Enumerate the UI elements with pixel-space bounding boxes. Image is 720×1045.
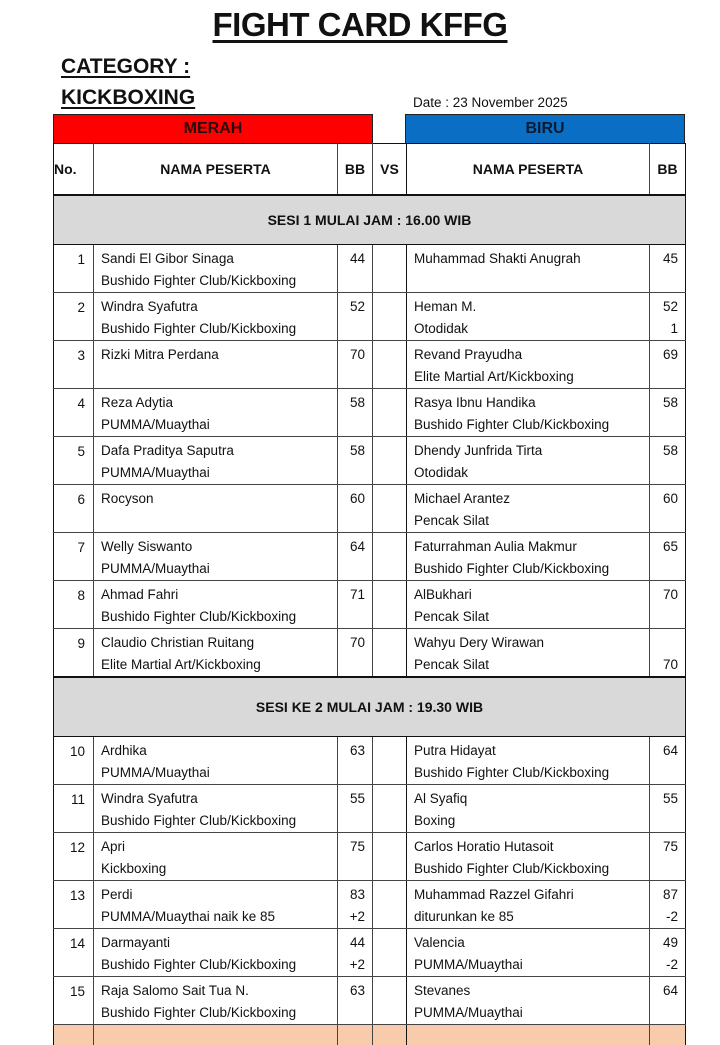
event-date: Date : 23 November 2025 <box>413 95 568 110</box>
vs-cell <box>373 785 407 833</box>
red-fighter <box>94 737 338 785</box>
blue-weight-adjust <box>650 810 678 832</box>
red-fighter <box>94 881 338 929</box>
fight-row <box>54 629 686 678</box>
session-title: SESI 1 MULAI JAM : 16.00 WIB <box>54 195 686 245</box>
blue-weight-value: 64 <box>650 740 678 762</box>
blue-weight <box>650 737 686 785</box>
red-weight-adjust <box>338 558 365 580</box>
red-weight <box>338 245 373 293</box>
blue-weight-adjust: 70 <box>650 654 678 676</box>
red-fighter-name: Darmayanti <box>101 932 337 954</box>
red-weight-adjust: +2 <box>338 954 365 976</box>
red-fighter-club: Bushido Fighter Club/Kickboxing <box>101 810 337 832</box>
red-fighter-name: Apri <box>101 836 337 858</box>
red-fighter-club: PUMMA/Muaythai <box>101 462 337 484</box>
empty-cell <box>407 1025 650 1045</box>
fight-number <box>54 929 94 977</box>
blue-fighter <box>407 293 650 341</box>
red-fighter <box>94 437 338 485</box>
fight-number <box>54 581 94 629</box>
fight-number <box>54 533 94 581</box>
fight-number <box>54 341 94 389</box>
red-fighter-club: Bushido Fighter Club/Kickboxing <box>101 270 337 292</box>
blue-weight <box>650 977 686 1025</box>
vs-cell <box>373 341 407 389</box>
fight-number <box>54 737 94 785</box>
blue-weight-adjust <box>650 762 678 784</box>
red-fighter-club: Bushido Fighter Club/Kickboxing <box>101 1002 337 1024</box>
blue-weight-value: 75 <box>650 836 678 858</box>
session-header-row <box>54 195 686 245</box>
fight-number <box>54 485 94 533</box>
blue-weight-adjust: -2 <box>650 954 678 976</box>
team-red-header: MERAH <box>53 114 373 144</box>
blue-weight-adjust <box>650 1002 678 1024</box>
blue-weight-value: 55 <box>650 788 678 810</box>
blue-fighter <box>407 881 650 929</box>
blue-fighter-name: Stevanes <box>414 980 649 1002</box>
blue-fighter-name: Revand Prayudha <box>414 344 649 366</box>
team-blue-header: BIRU <box>405 114 685 144</box>
red-fighter <box>94 833 338 881</box>
blue-weight <box>650 929 686 977</box>
category-label: CATEGORY : <box>61 55 190 79</box>
red-weight-adjust <box>338 762 365 784</box>
blue-fighter-name: Heman M. <box>414 296 649 318</box>
red-fighter <box>94 581 338 629</box>
col-no: No. <box>54 144 94 196</box>
red-fighter-club <box>101 510 337 532</box>
vs-cell <box>373 485 407 533</box>
blue-weight <box>650 581 686 629</box>
blue-weight-adjust <box>650 414 678 436</box>
red-weight-adjust <box>338 810 365 832</box>
blue-weight <box>650 341 686 389</box>
vs-cell <box>373 629 407 678</box>
fight-row <box>54 341 686 389</box>
vs-cell <box>373 389 407 437</box>
blue-weight-value: 69 <box>650 344 678 366</box>
blue-fighter <box>407 581 650 629</box>
blue-fighter-name: Valencia <box>414 932 649 954</box>
blue-fighter-club: Pencak Silat <box>414 654 649 676</box>
fight-number-text: 7 <box>54 537 85 559</box>
blue-fighter-name: Putra Hidayat <box>414 740 649 762</box>
red-weight-value: 60 <box>338 488 365 510</box>
blue-weight-adjust <box>650 270 678 292</box>
red-fighter-name: Welly Siswanto <box>101 536 337 558</box>
blue-fighter <box>407 437 650 485</box>
red-weight-adjust <box>338 1002 365 1024</box>
fight-number-text: 3 <box>54 345 85 367</box>
red-weight-value: 63 <box>338 980 365 1002</box>
blue-weight-value: 65 <box>650 536 678 558</box>
red-weight <box>338 581 373 629</box>
session-header-row <box>54 677 686 737</box>
red-fighter-club: PUMMA/Muaythai naik ke 85 <box>101 906 337 928</box>
red-weight-value: 70 <box>338 344 365 366</box>
red-weight-adjust <box>338 414 365 436</box>
red-weight <box>338 437 373 485</box>
blue-fighter <box>407 341 650 389</box>
red-fighter-name: Perdi <box>101 884 337 906</box>
col-vs: VS <box>373 144 407 196</box>
blue-weight-adjust <box>650 558 678 580</box>
red-weight-adjust <box>338 654 365 676</box>
blue-fighter <box>407 389 650 437</box>
red-weight <box>338 341 373 389</box>
blue-weight <box>650 485 686 533</box>
red-weight-value: 70 <box>338 632 365 654</box>
fight-row <box>54 485 686 533</box>
blue-fighter-club: PUMMA/Muaythai <box>414 954 649 976</box>
red-weight <box>338 389 373 437</box>
col-red-name: NAMA PESERTA <box>94 144 338 196</box>
blue-fighter-club <box>414 270 649 292</box>
blue-weight-adjust: -2 <box>650 906 678 928</box>
red-weight-value: 52 <box>338 296 365 318</box>
fight-row <box>54 437 686 485</box>
red-weight-value: 64 <box>338 536 365 558</box>
col-red-bb: BB <box>338 144 373 196</box>
red-weight-adjust: +2 <box>338 906 365 928</box>
red-weight <box>338 785 373 833</box>
red-weight <box>338 929 373 977</box>
fight-number-text: 9 <box>54 633 85 655</box>
vs-cell <box>373 881 407 929</box>
blue-weight <box>650 785 686 833</box>
blue-fighter-name: Faturrahman Aulia Makmur <box>414 536 649 558</box>
red-fighter-club: PUMMA/Muaythai <box>101 558 337 580</box>
red-fighter <box>94 533 338 581</box>
red-fighter-name: Reza Adytia <box>101 392 337 414</box>
blue-fighter-name: Rasya Ibnu Handika <box>414 392 649 414</box>
blue-fighter-club: Pencak Silat <box>414 510 649 532</box>
vs-cell <box>373 737 407 785</box>
blue-fighter <box>407 245 650 293</box>
red-weight <box>338 485 373 533</box>
vs-cell <box>373 245 407 293</box>
fight-card-table <box>53 143 686 1045</box>
vs-cell <box>373 833 407 881</box>
vs-cell <box>373 977 407 1025</box>
blue-weight-value: 70 <box>650 584 678 606</box>
blue-weight <box>650 437 686 485</box>
red-fighter <box>94 293 338 341</box>
blue-fighter <box>407 737 650 785</box>
red-fighter-name: Windra Syafutra <box>101 296 337 318</box>
blue-fighter-name: AlBukhari <box>414 584 649 606</box>
fight-number <box>54 833 94 881</box>
fight-row <box>54 245 686 293</box>
fight-row <box>54 929 686 977</box>
blue-weight-adjust: 1 <box>650 318 678 340</box>
blue-fighter <box>407 629 650 678</box>
fight-row <box>54 833 686 881</box>
blue-fighter-club: Bushido Fighter Club/Kickboxing <box>414 558 649 580</box>
fight-number-text: 10 <box>54 741 85 763</box>
blue-weight <box>650 533 686 581</box>
red-weight <box>338 293 373 341</box>
red-fighter-club <box>101 366 337 388</box>
blue-weight-adjust <box>650 366 678 388</box>
blue-fighter-club: Otodidak <box>414 462 649 484</box>
blue-weight-adjust <box>650 858 678 880</box>
red-fighter <box>94 245 338 293</box>
red-weight-value: 44 <box>338 248 365 270</box>
fight-number-text: 13 <box>54 885 85 907</box>
red-fighter <box>94 977 338 1025</box>
blue-fighter-club: Otodidak <box>414 318 649 340</box>
blue-weight-value: 52 <box>650 296 678 318</box>
fight-row <box>54 977 686 1025</box>
fight-number-text: 14 <box>54 933 85 955</box>
blue-weight-value: 87 <box>650 884 678 906</box>
fight-number <box>54 245 94 293</box>
blue-fighter-name: Carlos Horatio Hutasoit <box>414 836 649 858</box>
blue-weight-adjust <box>650 606 678 628</box>
blue-weight-value: 58 <box>650 440 678 462</box>
red-fighter-name: Rocyson <box>101 488 337 510</box>
red-fighter <box>94 629 338 678</box>
fight-number-text: 4 <box>54 393 85 415</box>
red-fighter <box>94 929 338 977</box>
red-fighter-club: Kickboxing <box>101 858 337 880</box>
blue-fighter-club: Bushido Fighter Club/Kickboxing <box>414 858 649 880</box>
red-weight-value: 58 <box>338 392 365 414</box>
blue-fighter-name: Wahyu Dery Wirawan <box>414 632 649 654</box>
red-fighter-name: Dafa Praditya Saputra <box>101 440 337 462</box>
red-fighter <box>94 485 338 533</box>
blue-fighter-name: Muhammad Razzel Gifahri <box>414 884 649 906</box>
fight-number-text: 6 <box>54 489 85 511</box>
fight-number-text: 2 <box>54 297 85 319</box>
column-header-row <box>54 144 686 196</box>
red-weight-value: 58 <box>338 440 365 462</box>
blue-weight-value: 60 <box>650 488 678 510</box>
empty-cell <box>94 1025 338 1045</box>
blue-fighter-club: Bushido Fighter Club/Kickboxing <box>414 414 649 436</box>
fight-number <box>54 785 94 833</box>
red-weight-adjust <box>338 462 365 484</box>
red-weight-adjust <box>338 510 365 532</box>
session-title: SESI KE 2 MULAI JAM : 19.30 WIB <box>54 677 686 737</box>
red-weight <box>338 881 373 929</box>
fight-number <box>54 881 94 929</box>
fight-number <box>54 977 94 1025</box>
red-weight <box>338 833 373 881</box>
blue-fighter <box>407 785 650 833</box>
vs-cell <box>373 533 407 581</box>
fight-row <box>54 881 686 929</box>
empty-cell <box>338 1025 373 1045</box>
red-fighter-club: PUMMA/Muaythai <box>101 762 337 784</box>
empty-cell <box>373 1025 407 1045</box>
blue-fighter <box>407 533 650 581</box>
red-fighter-name: Ahmad Fahri <box>101 584 337 606</box>
blue-weight-value: 64 <box>650 980 678 1002</box>
blue-fighter <box>407 485 650 533</box>
fight-row <box>54 737 686 785</box>
empty-cell <box>54 1025 94 1045</box>
fight-number-text: 12 <box>54 837 85 859</box>
col-blue-name: NAMA PESERTA <box>407 144 650 196</box>
blue-weight-adjust <box>650 462 678 484</box>
fight-number-text: 8 <box>54 585 85 607</box>
red-weight-adjust <box>338 366 365 388</box>
red-weight-value: 63 <box>338 740 365 762</box>
red-fighter-name: Ardhika <box>101 740 337 762</box>
red-fighter-name: Claudio Christian Ruitang <box>101 632 337 654</box>
blue-fighter <box>407 977 650 1025</box>
red-fighter <box>94 341 338 389</box>
red-weight <box>338 629 373 678</box>
blue-fighter-club: PUMMA/Muaythai <box>414 1002 649 1024</box>
blue-weight-value <box>650 632 678 654</box>
fight-row <box>54 533 686 581</box>
fight-number <box>54 437 94 485</box>
fight-row <box>54 581 686 629</box>
red-fighter-name: Sandi El Gibor Sinaga <box>101 248 337 270</box>
red-fighter-club: Bushido Fighter Club/Kickboxing <box>101 318 337 340</box>
blue-fighter-name: Michael Arantez <box>414 488 649 510</box>
fight-row <box>54 293 686 341</box>
blue-fighter <box>407 833 650 881</box>
red-weight-adjust <box>338 858 365 880</box>
fight-number-text: 15 <box>54 981 85 1003</box>
fight-number-text: 5 <box>54 441 85 463</box>
red-fighter-club: PUMMA/Muaythai <box>101 414 337 436</box>
fight-number <box>54 293 94 341</box>
red-fighter-club: Bushido Fighter Club/Kickboxing <box>101 606 337 628</box>
fight-number <box>54 389 94 437</box>
red-fighter-name: Windra Syafutra <box>101 788 337 810</box>
blue-weight-adjust <box>650 510 678 532</box>
vs-cell <box>373 581 407 629</box>
red-fighter-club: Elite Martial Art/Kickboxing <box>101 654 337 676</box>
fight-number-text: 11 <box>54 789 85 811</box>
blue-fighter-club: Bushido Fighter Club/Kickboxing <box>414 762 649 784</box>
blue-fighter-name: Muhammad Shakti Anugrah <box>414 248 649 270</box>
blue-weight <box>650 629 686 678</box>
red-weight-value: 75 <box>338 836 365 858</box>
blue-weight <box>650 881 686 929</box>
red-weight-adjust <box>338 318 365 340</box>
blue-weight <box>650 389 686 437</box>
red-fighter-name: Raja Salomo Sait Tua N. <box>101 980 337 1002</box>
red-weight-adjust <box>338 606 365 628</box>
red-fighter <box>94 389 338 437</box>
blue-weight-value: 58 <box>650 392 678 414</box>
blue-weight <box>650 833 686 881</box>
blue-weight-value: 45 <box>650 248 678 270</box>
fight-row <box>54 785 686 833</box>
col-blue-bb: BB <box>650 144 686 196</box>
red-fighter-name: Rizki Mitra Perdana <box>101 344 337 366</box>
category-value: KICKBOXING <box>61 86 195 110</box>
blue-fighter <box>407 929 650 977</box>
blue-fighter-name: Al Syafiq <box>414 788 649 810</box>
red-weight-value: 44 <box>338 932 365 954</box>
vs-cell <box>373 437 407 485</box>
red-weight-value: 71 <box>338 584 365 606</box>
red-fighter <box>94 785 338 833</box>
fight-number <box>54 629 94 678</box>
red-weight <box>338 533 373 581</box>
red-weight-value: 83 <box>338 884 365 906</box>
blue-fighter-name: Dhendy Junfrida Tirta <box>414 440 649 462</box>
blue-fighter-club: Elite Martial Art/Kickboxing <box>414 366 649 388</box>
document-title <box>0 6 720 44</box>
vs-cell <box>373 293 407 341</box>
document-title-text: FIGHT CARD KFFG <box>213 6 508 43</box>
blue-weight <box>650 245 686 293</box>
empty-cell <box>650 1025 686 1045</box>
empty-highlight-row <box>54 1025 686 1045</box>
fight-row <box>54 389 686 437</box>
blue-weight <box>650 293 686 341</box>
vs-cell <box>373 929 407 977</box>
red-weight-adjust <box>338 270 365 292</box>
red-fighter-club: Bushido Fighter Club/Kickboxing <box>101 954 337 976</box>
blue-weight-value: 49 <box>650 932 678 954</box>
fight-number-text: 1 <box>54 249 85 271</box>
red-weight <box>338 737 373 785</box>
red-weight <box>338 977 373 1025</box>
blue-fighter-club: diturunkan ke 85 <box>414 906 649 928</box>
blue-fighter-club: Boxing <box>414 810 649 832</box>
blue-fighter-club: Pencak Silat <box>414 606 649 628</box>
red-weight-value: 55 <box>338 788 365 810</box>
